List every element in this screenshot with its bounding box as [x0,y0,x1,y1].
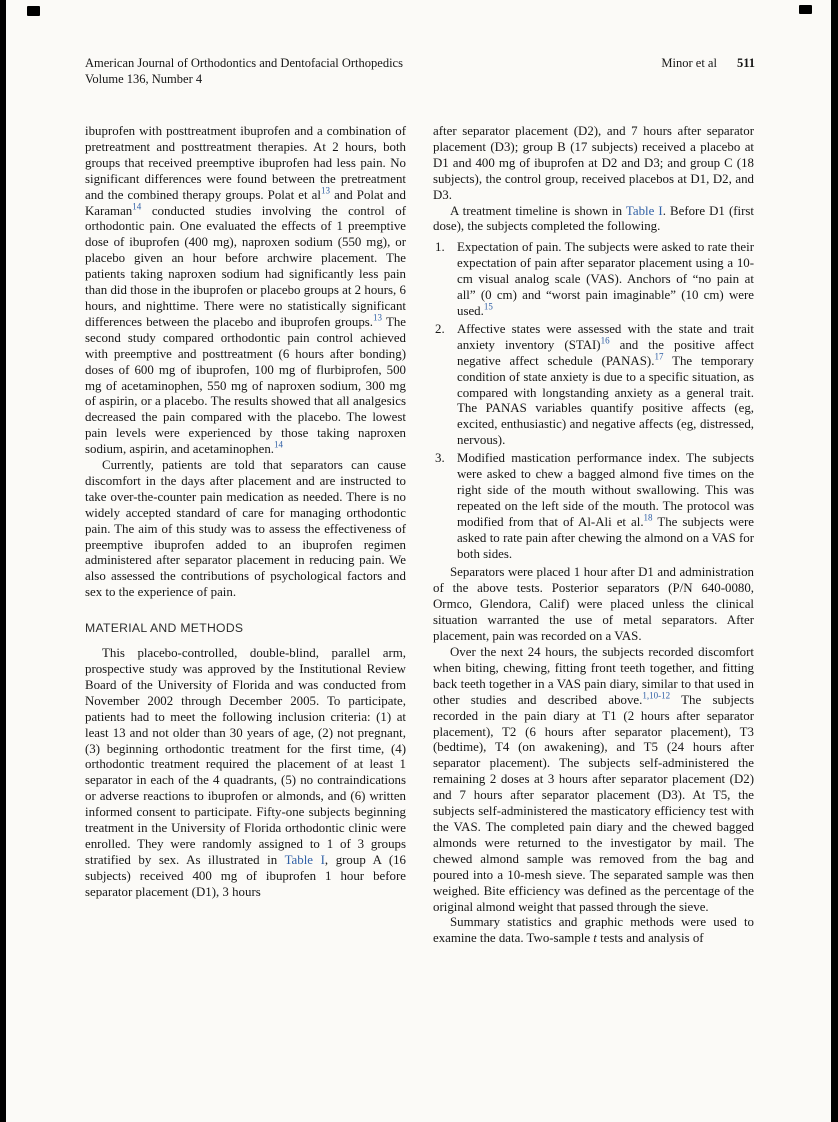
journal-info [85,56,403,87]
article-body [85,124,755,947]
paragraph: This placebo-controlled, double-blind, parallel arm, prospective study was approved by the Institutional Review Board of the University of Florida and was conducted from November 2002 through December 2005. To participate, patients had to meet the following inclusion criteria: (1) at least 13 and not older than 30 years of age, (2) not pregnant, (3) beginning orthodontic treatment for the first time, (4) orthodontic treatment required the placement of at least 1 separator in each of the 4 quadrants, (5) no contraindications or adverse reactions to ibuprofen or almonds, and (6) written informed consent to participate. Fifty-one subjects beginning treatment in the University of Florida orthodontic clinic were enrolled. They were randomly assigned to 1 of 3 groups stratified by sex. As illustrated in Table I, group A (16 subjects) received 400 mg of ibuprofen 1 hour before separator placement (D1), 3 hours [85,646,406,899]
list-item-number: 2. [435,321,445,336]
citation-ref-link[interactable]: 1,10-12 [642,690,671,701]
table-ref-link[interactable]: Table I [625,203,663,218]
volume-info: Volume 136, Number 4 [85,71,203,86]
citation-ref-link[interactable]: 13 [320,185,330,196]
paragraph: Separators were placed 1 hour after D1 and administration of the above tests. Posterior separators (P/N 640-0080, Ormco, Glendora, Calif) were placed unless the clinical situation warranted the use of metal separators. After placement, pain was recorded on a VAS. [433,565,754,644]
scan-mark-top-left [27,6,40,16]
section-heading: MATERIAL AND METHODS [85,621,244,636]
page-number: 511 [736,56,755,70]
list-item: 3. Modified mastication performance index. The subjects were asked to chew a bagged almond five times on the right side of the mouth without swallowing. This was repeated on the left side of the mouth. The protocol was modified from that of Al-Ali et al.$^{18}$ The subjects were asked to rate pain after chewing the almond on a VAS for both sides. [435,451,754,561]
paragraph: Over the next 24 hours, the subjects recorded discomfort when biting, chewing, fitting front teeth together, and fitting back teeth together in a VAS pain diary, similar to that used in other studies and described above.$^{1,10-12}$ The subjects recorded in the pain diary at T1 (2 hours after separator placement), T2 (6 hours after separator placement), T3 (bedtime), T4 (on awakening), and T5 (24 hours after separator placement). The subjects self-administered the remaining 2 doses at 3 hours after separator placement (D2) and 7 hours after separator placement (D3). At T5, the subjects self-administered the masticatory efficiency test with the VAS. The completed pain diary and the chewed bagged almonds were returned to the investigator by mail. The chewed almond sample was removed from the bag and poured into a 10-mesh sieve. The separated sample was then weighed. Bite efficiency was defined as the percentage of the original almond weight that passed through the sieve. [433,645,754,914]
paragraph: Currently, patients are told that separators can cause discomfort in the days after placement and are instructed to take over-the-counter pain medication as needed. There is no widely accepted standard of care for managing orthodontic pain. The aim of this study was to assess the effectiveness of preemptive ibuprofen added to an ibuprofen regimen administered after separator placement in reducing pain. We also assessed the contributions of psychological factors and sex to the experience of pain. [85,458,406,600]
journal-name: American Journal of Orthodontics and Dentofacial Orthopedics [85,56,403,70]
citation-ref-link[interactable]: 18 [643,512,653,523]
running-head [661,56,755,72]
list-item: 1. Expectation of pain. The subjects were asked to rate their expectation of pain after separator placement using a 10-cm visual analog scale (VAS). Anchors of “no pain at all” (0 cm) and “worst pain imaginable” (10 cm) were used.$^{15}$ [435,240,754,318]
citation-ref-link[interactable]: 14 [132,201,142,212]
citation-ref-link[interactable]: 15 [483,301,493,312]
left-column [85,124,406,947]
citation-ref-link[interactable]: 13 [373,312,382,323]
italic-text: t [593,931,597,946]
list-item-number: 1. [435,240,445,255]
citation-ref-link[interactable]: 14 [274,439,284,450]
scan-edge-left [0,0,6,1122]
list-item-number: 3. [435,451,445,466]
numbered-list [433,240,754,562]
list-item: 2. Affective states were assessed with the state and trait anxiety inventory (STAI)$^{16}$ and the positive affect negative affect schedule (PANAS).$^{17}$ The temporary condition of state anxiety is due to a specific situation, as compared with longstanding anxiety as a general trait. The PANAS variables quantify positive affects (eg, excited, enthusiastic) and negative affects (eg, distressed, nervous). [435,321,755,448]
right-column [433,124,754,947]
paragraph: A treatment timeline is shown in Table I. Before D1 (first dose), the subjects completed the following. [433,203,754,234]
page-header [85,56,755,87]
citation-ref-link[interactable]: 17 [654,351,664,362]
authors-label: Minor et al [661,56,717,70]
table-ref-link[interactable]: Table I [284,852,325,867]
citation-ref-link[interactable]: 16 [600,335,610,346]
paragraph: after separator placement (D2), and 7 hours after separator placement (D3); group B (17 subjects) received a placebo at D1 and 400 mg of ibuprofen at D2 and D3; and group C (18 subjects), the control group, received placebos at D1, D2, and D3. [433,124,754,202]
scan-mark-top-right [799,5,812,14]
paragraph: Summary statistics and graphic methods were used to examine the data. Two-sample t tests and analysis of [433,915,754,946]
paragraph: ibuprofen with posttreatment ibuprofen and a combination of pretreatment and posttreatment therapies. At 2 hours, both groups that received preemptive ibuprofen had less pain. No significant differences were found between the pretreatment and the combined therapy groups. Polat et al$^{13}$ and Polat and Karaman$^{14}$ conducted studies involving the control of orthodontic pain. One evaluated the effects of 1 preemptive dose of ibuprofen (400 mg), naproxen sodium (550 mg), or placebo given an hour before archwire placement. The patients taking naproxen sodium had significantly less pain than did those in the ibuprofen or placebo groups at 2 hours, 6 hours, and nighttime. There were no statistically significant differences between the placebo and ibuprofen groups.$^{13}$ The second study compared orthodontic pain control achieved with preemptive and posttreatment (6 hours after bonding) doses of 600 mg of ibuprofen, 100 mg of flurbiprofen, 500 mg of acetaminophen, 550 mg of naproxen sodium, 300 mg of aspirin, or a placebo. The results showed that all analgesics decreased the pain compared with the placebo. The lowest pain levels were experienced by those taking naproxen sodium, aspirin, and acetaminophen.$^{14}$ [85,124,407,457]
scan-edge-right [831,0,838,1122]
